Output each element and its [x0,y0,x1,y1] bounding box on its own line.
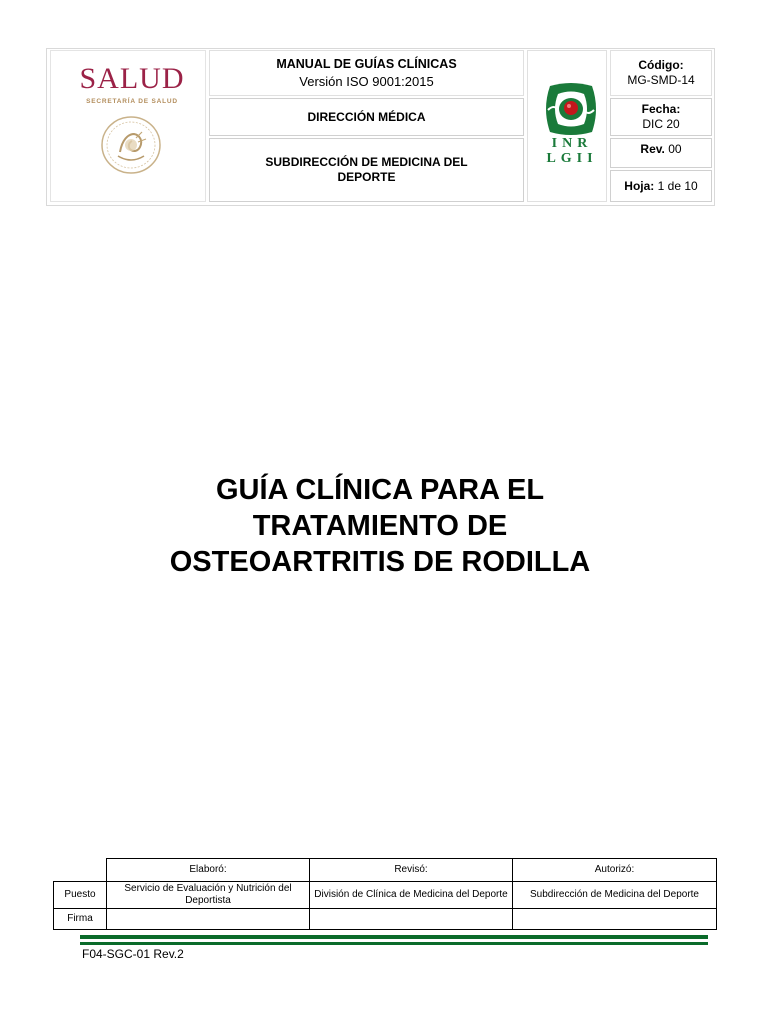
hoja-label: Hoja: [624,178,655,193]
hoja-cell [610,170,712,202]
fecha-label: Fecha: [641,102,681,116]
firma-elaboro [107,909,310,930]
signature-header-row [54,859,717,882]
inr-lgii-logo-icon [542,80,600,140]
fecha-cell [610,98,712,136]
header-reviso: Revisó: [310,859,513,882]
direction-title: DIRECCIÓN MÉDICA [307,109,426,124]
salud-logo-text: SALUD [79,62,185,95]
firma-autorizo [513,909,717,930]
hoja-value: 1 de 10 [657,178,698,193]
rev-label: Rev. [640,142,665,156]
footer-stripe-top [80,935,708,939]
inr-logo-text [540,136,604,166]
title-line-2: TRATAMIENTO DE [252,510,508,542]
subdirection-title: SUBDIRECCIÓN DE MEDICINA DEL DEPORTE [265,155,468,184]
codigo-value: MG-SMD-14 [627,73,695,87]
manual-title-cell [209,50,524,96]
salud-logo-subtitle: SECRETARÍA DE SALUD [86,98,178,105]
puesto-autorizo: Subdirección de Medicina del Deporte [513,882,717,909]
puesto-elaboro: Servicio de Evaluación y Nutrición del Deportista [107,882,310,909]
puesto-reviso: División de Clínica de Medicina del Deporte [310,882,513,909]
footer-stripe-bottom [80,942,708,945]
inr-logo-line2: LGII [546,151,598,166]
row-label-puesto: Puesto [54,882,107,909]
direction-cell [209,98,524,136]
mexico-coat-of-arms-icon [98,114,164,176]
table-row [54,882,717,909]
document-title [100,472,660,580]
rev-value: 00 [668,142,682,156]
table-row [54,909,717,930]
subdirection-cell [209,138,524,202]
title-line-3: OSTEOARTRITIS DE RODILLA [169,546,591,578]
codigo-cell [610,50,712,96]
codigo-label: Código: [638,58,684,72]
firma-reviso [310,909,513,930]
header-elaboro: Elaboró: [107,859,310,882]
form-code: F04-SGC-01 Rev.2 [82,947,184,961]
row-label-firma: Firma [54,909,107,930]
inr-logo-line1: INR [551,136,593,151]
signature-table [53,858,717,930]
fecha-value: DIC 20 [642,117,680,131]
corner-cell [54,859,107,882]
rev-cell [610,138,712,168]
manual-title: MANUAL DE GUÍAS CLÍNICAS [276,57,457,71]
header-autorizo: Autorizó: [513,859,717,882]
iso-version: Versión ISO 9001:2015 [299,74,434,89]
title-line-1: GUÍA CLÍNICA PARA EL [215,474,545,506]
